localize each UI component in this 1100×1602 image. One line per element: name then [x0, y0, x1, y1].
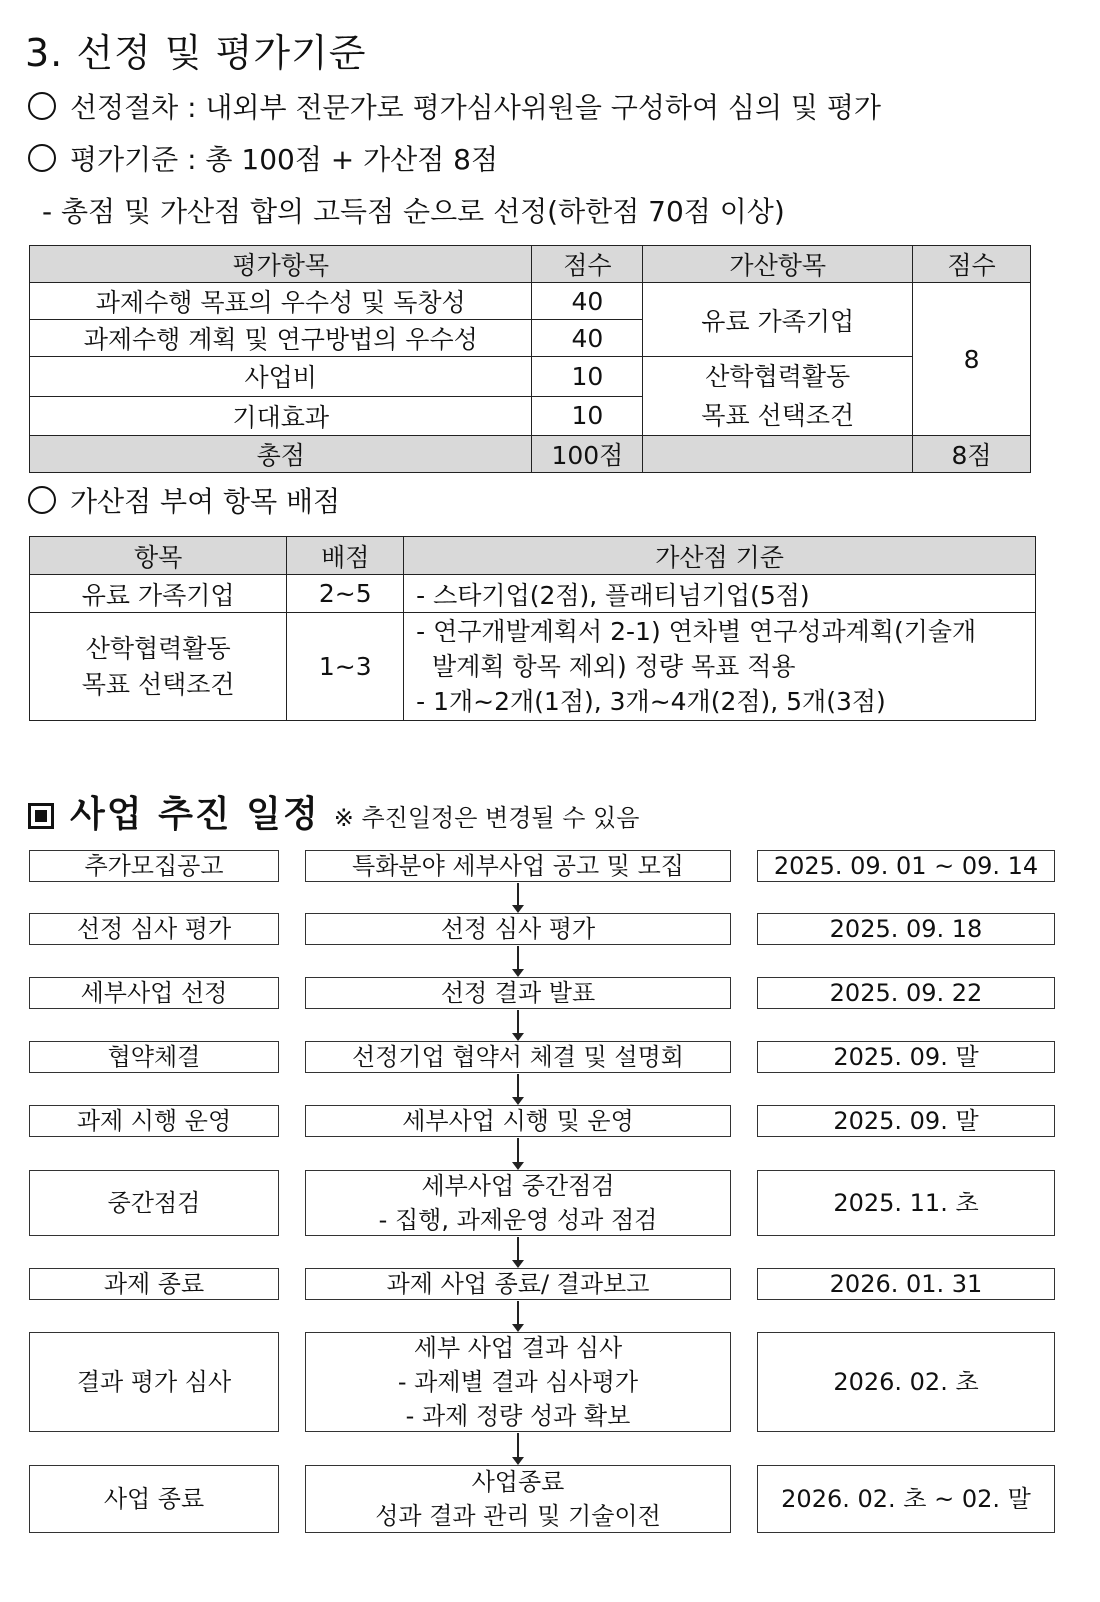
bonus-row-criteria: - 연구개발계획서 2-1) 연차별 연구성과계획(기술개 발계획 항목 제외) 정량 목표 적용 - 1개~2개(1점), 3개~4개(2점), 5개(3점): [404, 613, 1036, 721]
circle-bullet-icon: [28, 92, 56, 120]
down-arrow-icon: [517, 1010, 519, 1039]
bullet-selection-procedure: [28, 86, 881, 126]
eval-item: 과제수행 계획 및 연구방법의 우수성: [30, 320, 532, 357]
schedule-date: 2025. 09. 말: [757, 1041, 1055, 1073]
eval-score: 40: [532, 283, 643, 320]
bullet-text: 평가기준 : 총 100점 + 가산점 8점: [70, 143, 499, 176]
eval-item: 과제수행 목표의 우수성 및 독창성: [30, 283, 532, 320]
schedule-date: 2026. 02. 초 ~ 02. 말: [757, 1465, 1055, 1533]
total-label: 총점: [30, 436, 532, 473]
bonus-row-criteria: - 스타기업(2점), 플래티넘기업(5점): [404, 575, 1036, 613]
schedule-content: 과제 사업 종료/ 결과보고: [305, 1268, 731, 1300]
bullet-text: 선정절차 : 내외부 전문가로 평가심사위원을 구성하여 심의 및 평가: [70, 91, 881, 124]
schedule-date: 2026. 02. 초: [757, 1332, 1055, 1432]
circle-bullet-icon: [28, 486, 56, 514]
header-criteria: 가산점 기준: [404, 537, 1036, 575]
total-score: 100점: [532, 436, 643, 473]
schedule-content: 사업종료 성과 결과 관리 및 기술이전: [305, 1465, 731, 1533]
schedule-stage: 과제 시행 운영: [29, 1105, 279, 1137]
bonus-row-points: 2~5: [287, 575, 404, 613]
schedule-date: 2026. 01. 31: [757, 1268, 1055, 1300]
eval-score: 10: [532, 396, 643, 436]
bonus-item: 유료 가족기업: [643, 283, 913, 357]
bonus-score: 8: [913, 283, 1031, 436]
schedule-stage: 과제 종료: [29, 1268, 279, 1300]
schedule-content: 특화분야 세부사업 공고 및 모집: [305, 850, 731, 882]
bonus-row-points: 1~3: [287, 613, 404, 721]
eval-item: 기대효과: [30, 396, 532, 436]
schedule-date: 2025. 09. 18: [757, 913, 1055, 945]
schedule-stage: 사업 종료: [29, 1465, 279, 1533]
down-arrow-icon: [517, 1433, 519, 1463]
schedule-stage: 세부사업 선정: [29, 977, 279, 1009]
eval-score: 10: [532, 357, 643, 397]
section-title: 3. 선정 및 평가기준: [25, 31, 367, 75]
header-bonus-score: 점수: [913, 246, 1031, 283]
schedule-stage: 선정 심사 평가: [29, 913, 279, 945]
circle-bullet-icon: [28, 144, 56, 172]
bonus-row-item: 산학협력활동 목표 선택조건: [30, 613, 287, 721]
schedule-stage: 중간점검: [29, 1170, 279, 1236]
total-empty: [643, 436, 913, 473]
bullet-bonus-allocation: [28, 480, 340, 520]
schedule-date: 2025. 11. 초: [757, 1170, 1055, 1236]
schedule-note: ※ 추진일정은 변경될 수 있음: [333, 804, 640, 832]
sub-bullet: - 총점 및 가산점 합의 고득점 순으로 선정(하한점 70점 이상): [42, 195, 785, 228]
down-arrow-icon: [517, 1074, 519, 1103]
schedule-content: 세부 사업 결과 심사 - 과제별 결과 심사평가 - 과제 정량 성과 확보: [305, 1332, 731, 1432]
header-bonus-item: 가산항목: [643, 246, 913, 283]
schedule-stage: 결과 평가 심사: [29, 1332, 279, 1432]
total-bonus-score: 8점: [913, 436, 1031, 473]
schedule-date: 2025. 09. 말: [757, 1105, 1055, 1137]
down-arrow-icon: [517, 1237, 519, 1266]
header-eval-item: 평가항목: [30, 246, 532, 283]
down-arrow-icon: [517, 883, 519, 911]
schedule-heading: [28, 786, 639, 837]
schedule-content: 세부사업 시행 및 운영: [305, 1105, 731, 1137]
bonus-item: 산학협력활동 목표 선택조건: [643, 357, 913, 436]
schedule-title: 사업 추진 일정: [70, 794, 320, 835]
bonus-row-item: 유료 가족기업: [30, 575, 287, 613]
bullet-text: 가산점 부여 항목 배점: [70, 485, 341, 518]
eval-score: 40: [532, 320, 643, 357]
down-arrow-icon: [517, 1301, 519, 1330]
bonus-table: [29, 536, 1036, 721]
schedule-stage: 협약체결: [29, 1041, 279, 1073]
schedule-date: 2025. 09. 01 ~ 09. 14: [757, 850, 1055, 882]
schedule-content: 선정 심사 평가: [305, 913, 731, 945]
down-arrow-icon: [517, 946, 519, 975]
eval-item: 사업비: [30, 357, 532, 397]
schedule-content: 선정 결과 발표: [305, 977, 731, 1009]
schedule-date: 2025. 09. 22: [757, 977, 1055, 1009]
header-score: 점수: [532, 246, 643, 283]
schedule-content: 세부사업 중간점검 - 집행, 과제운영 성과 점검: [305, 1170, 731, 1236]
filled-square-icon: [28, 803, 54, 829]
evaluation-table: [29, 245, 1031, 473]
schedule-stage: 추가모집공고: [29, 850, 279, 882]
header-item: 항목: [30, 537, 287, 575]
header-points: 배점: [287, 537, 404, 575]
schedule-content: 선정기업 협약서 체결 및 설명회: [305, 1041, 731, 1073]
bullet-evaluation-criteria: [28, 138, 498, 178]
down-arrow-icon: [517, 1138, 519, 1168]
